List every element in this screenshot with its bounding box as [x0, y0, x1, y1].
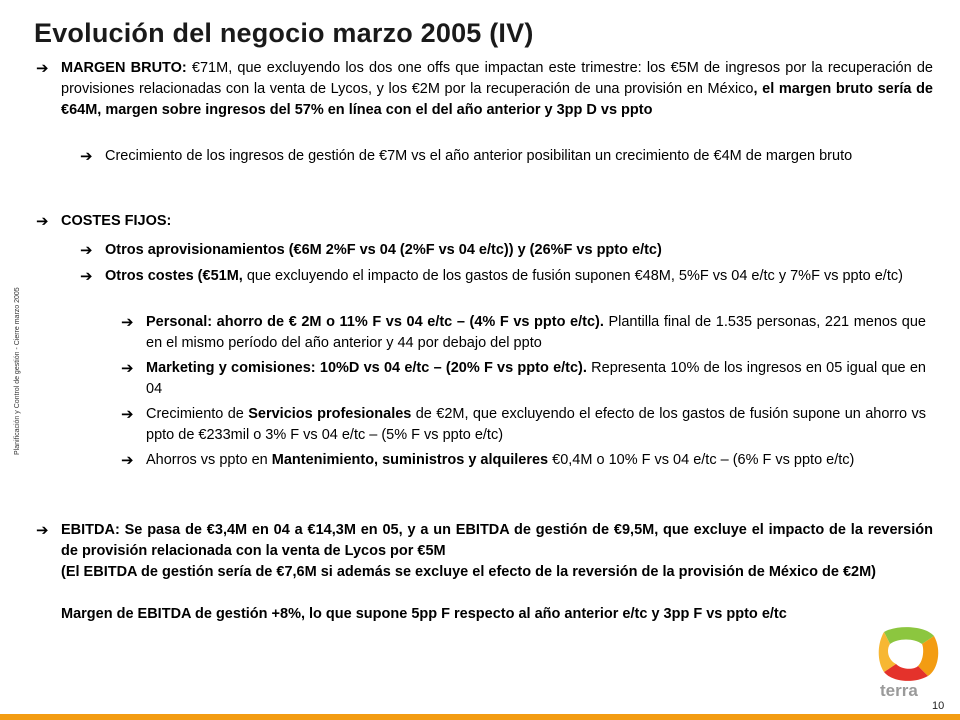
personal-text: Plantilla final de 1.535 personas, 221 menos que en el mismo período del año anterior y 44 por debajo del ppto: [146, 314, 926, 351]
footer-orange-bar: [0, 714, 960, 720]
arrow-right-icon: ➔: [121, 359, 134, 377]
bullet-margen-bruto: [36, 58, 934, 121]
page-number: 10: [932, 700, 945, 712]
ebitda-line2: (El EBITDA de gestión sería de €7,6M si además se excluye el efecto de la reversión de la provisión de México de €2M): [61, 564, 876, 580]
ahorros-pre: Ahorros vs ppto en: [146, 452, 272, 468]
servicios-bold: Servicios profesionales: [248, 406, 412, 422]
margen-text: €71M, que excluyendo los dos one offs que impactan este trimestre: los €5M de ingresos por la recuperación de provisiones relacionadas con la venta de Lycos, y los €2M por la recuperación de una provisión en México: [61, 60, 934, 97]
ebitda-line1: EBITDA: Se pasa de €3,4M en 04 a €14,3M en 05, y a un EBITDA de gestión de €9,5M, que excluye el impacto de la reversión de provisión relacionada con la venta de Lycos por €5M: [61, 522, 933, 559]
marketing-bold: Marketing y comisiones: 10%D vs 04 e/tc – (20% F vs ppto e/tc).: [146, 360, 587, 376]
servicios-pre: Crecimiento de: [146, 406, 249, 422]
arrow-right-icon: ➔: [36, 521, 49, 539]
terra-logo: [872, 622, 944, 702]
ebitda-line3: Margen de EBITDA de gestión +8%, lo que supone 5pp F respecto al año anterior e/tc y 3pp F vs ppto e/tc: [61, 606, 787, 622]
otros-bold: Otros costes (€51M,: [105, 268, 243, 284]
marketing-text: Representa 10% de los ingresos en 05 igual que en 04: [146, 360, 926, 397]
margen-bold-tail: , el margen bruto sería de €64M, margen sobre ingresos del 57% en línea con el del año anterior y 3pp D vs ppto: [61, 81, 933, 118]
arrow-right-icon: ➔: [36, 212, 49, 230]
ahorros-text: €0,4M o 10% F vs 04 e/tc – (6% F vs ppto e/tc): [548, 452, 855, 468]
bullet-personal: [121, 312, 926, 354]
arrow-right-icon: ➔: [80, 241, 93, 259]
slide-title: Evolución del negocio marzo 2005 (IV): [34, 18, 534, 48]
ahorros-bold: Mantenimiento, suministros y alquileres: [271, 452, 549, 468]
bullet-servicios: [121, 404, 926, 446]
costes-label: COSTES FIJOS:: [61, 213, 172, 229]
arrow-right-icon: ➔: [121, 313, 134, 331]
arrow-right-icon: ➔: [80, 267, 93, 285]
bullet-marketing: [121, 358, 926, 400]
bullet-ahorros: [121, 450, 926, 471]
side-note: Planificación y Control de gestión - Cierre marzo 2005: [14, 287, 21, 455]
arrow-right-icon: ➔: [121, 405, 134, 423]
personal-bold: Personal: ahorro de € 2M o 11% F vs 04 e/tc – (4% F vs ppto e/tc).: [146, 314, 604, 330]
bullet-otros-costes: [80, 266, 927, 287]
bullet-aprovisionamientos: [80, 240, 927, 261]
bullet-margen-sub: [80, 146, 927, 167]
terra-logo-text: terra: [880, 681, 918, 700]
margen-sub-text: Crecimiento de los ingresos de gestión de €7M vs el año anterior posibilitan un crecimiento de €4M de margen bruto: [105, 148, 853, 164]
margen-label: MARGEN BRUTO:: [61, 60, 187, 76]
bullet-costes-fijos: [36, 211, 933, 232]
otros-text: que excluyendo el impacto de los gastos de fusión suponen €48M, 5%F vs 04 e/tc y 7%F vs ppto e/tc): [242, 268, 903, 284]
bullet-ebitda: [36, 520, 933, 625]
arrow-right-icon: ➔: [36, 59, 49, 77]
terra-logo-mark: [872, 622, 944, 702]
arrow-right-icon: ➔: [121, 451, 134, 469]
arrow-right-icon: ➔: [80, 147, 93, 165]
servicios-text: de €2M, que excluyendo el efecto de los gastos de fusión supone un ahorro vs ppto de €233mil o 3% F vs 04 e/tc – (5% F vs ppto e/tc): [146, 406, 926, 443]
aprov-text: Otros aprovisionamientos (€6M 2%F vs 04 (2%F vs 04 e/tc)) y (26%F vs ppto e/tc): [105, 242, 662, 258]
